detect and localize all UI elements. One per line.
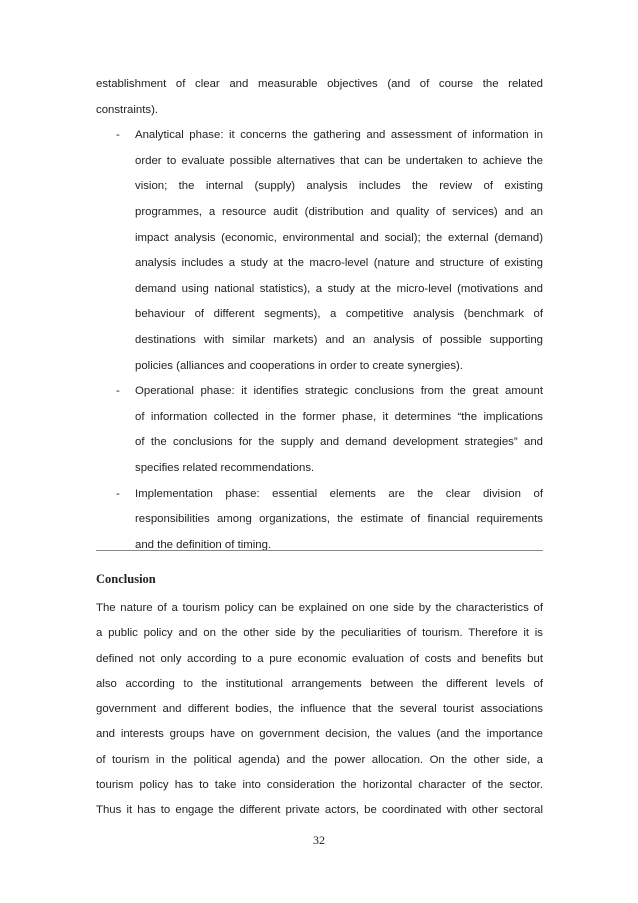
text-line: demand using national statistics), a study at the micro-level (motivations and xyxy=(135,282,543,295)
text-line: responsibilities among organizations, the estimate of financial requirements xyxy=(135,513,543,526)
text-line: and the definition of timing. xyxy=(135,538,272,551)
text-line: government and different bodies, the influence that the several tourist associations xyxy=(96,703,543,716)
list-item-operational-phase xyxy=(96,379,543,481)
text-line: establishment of clear and measurable objectives (and of course the related xyxy=(96,78,543,90)
text-line: defined not only according to a pure economic evaluation of costs and benefits but xyxy=(96,652,543,665)
text-line: of information collected in the former phase, it determines “the implications xyxy=(135,410,543,423)
list-item-implementation-phase xyxy=(96,482,543,559)
text-line: policies (alliances and cooperations in order to create synergies). xyxy=(135,359,463,372)
bullet-dash: - xyxy=(116,385,120,398)
phase-list xyxy=(96,72,543,558)
text-line: Analytical phase: it concerns the gathering and assessment of information in xyxy=(135,129,543,142)
text-line: The nature of a tourism policy can be explained on one side by the characteristics of xyxy=(96,602,543,614)
text-line: of tourism in the political agenda) and the power allocation. On the other side, a xyxy=(96,753,543,766)
text-line: destinations with similar markets) and an analysis of possible supporting xyxy=(135,333,543,346)
text-line: also according to the institutional arrangements between the different levels of xyxy=(96,677,543,690)
text-line: Operational phase: it identifies strategic conclusions from the great amount xyxy=(135,385,543,398)
text-line: vision; the internal (supply) analysis includes the review of existing xyxy=(135,180,543,193)
text-line: a public policy and on the other side by the peculiarities of tourism. Therefore it is xyxy=(96,627,543,640)
text-line: programmes, a resource audit (distribution and quality of services) and an xyxy=(135,205,543,218)
text-line: behaviour of different segments), a competitive analysis (benchmark of xyxy=(135,308,543,321)
text-line: tourism policy has to take into consideration the horizontal character of the sector. xyxy=(96,779,543,792)
text-line: and interests groups have on government decision, the values (and the importance xyxy=(96,728,543,741)
text-line: Thus it has to engage the different private actors, be coordinated with other sectoral xyxy=(96,804,543,817)
bullet-dash: - xyxy=(116,129,120,142)
text-line: Implementation phase: essential elements are the clear division of xyxy=(135,487,543,500)
text-line: impact analysis (economic, environmental and social); the external (demand) xyxy=(135,231,543,244)
conclusion-heading: Conclusion xyxy=(96,572,156,586)
text-line: of the conclusions for the supply and demand development strategies” and xyxy=(135,436,543,449)
list-item-analytical-phase xyxy=(96,123,543,379)
section-divider xyxy=(96,550,543,551)
text-line: analysis includes a study at the macro-level (nature and structure of existing xyxy=(135,257,543,270)
text-line: order to evaluate possible alternatives that can be undertaken to achieve the xyxy=(135,154,543,167)
text-line: constraints). xyxy=(96,103,159,116)
conclusion-paragraph xyxy=(96,596,543,824)
page-number: 32 xyxy=(313,833,325,847)
continuation-text xyxy=(96,72,543,123)
text-line: specifies related recommendations. xyxy=(135,461,315,474)
bullet-dash: - xyxy=(116,487,120,500)
